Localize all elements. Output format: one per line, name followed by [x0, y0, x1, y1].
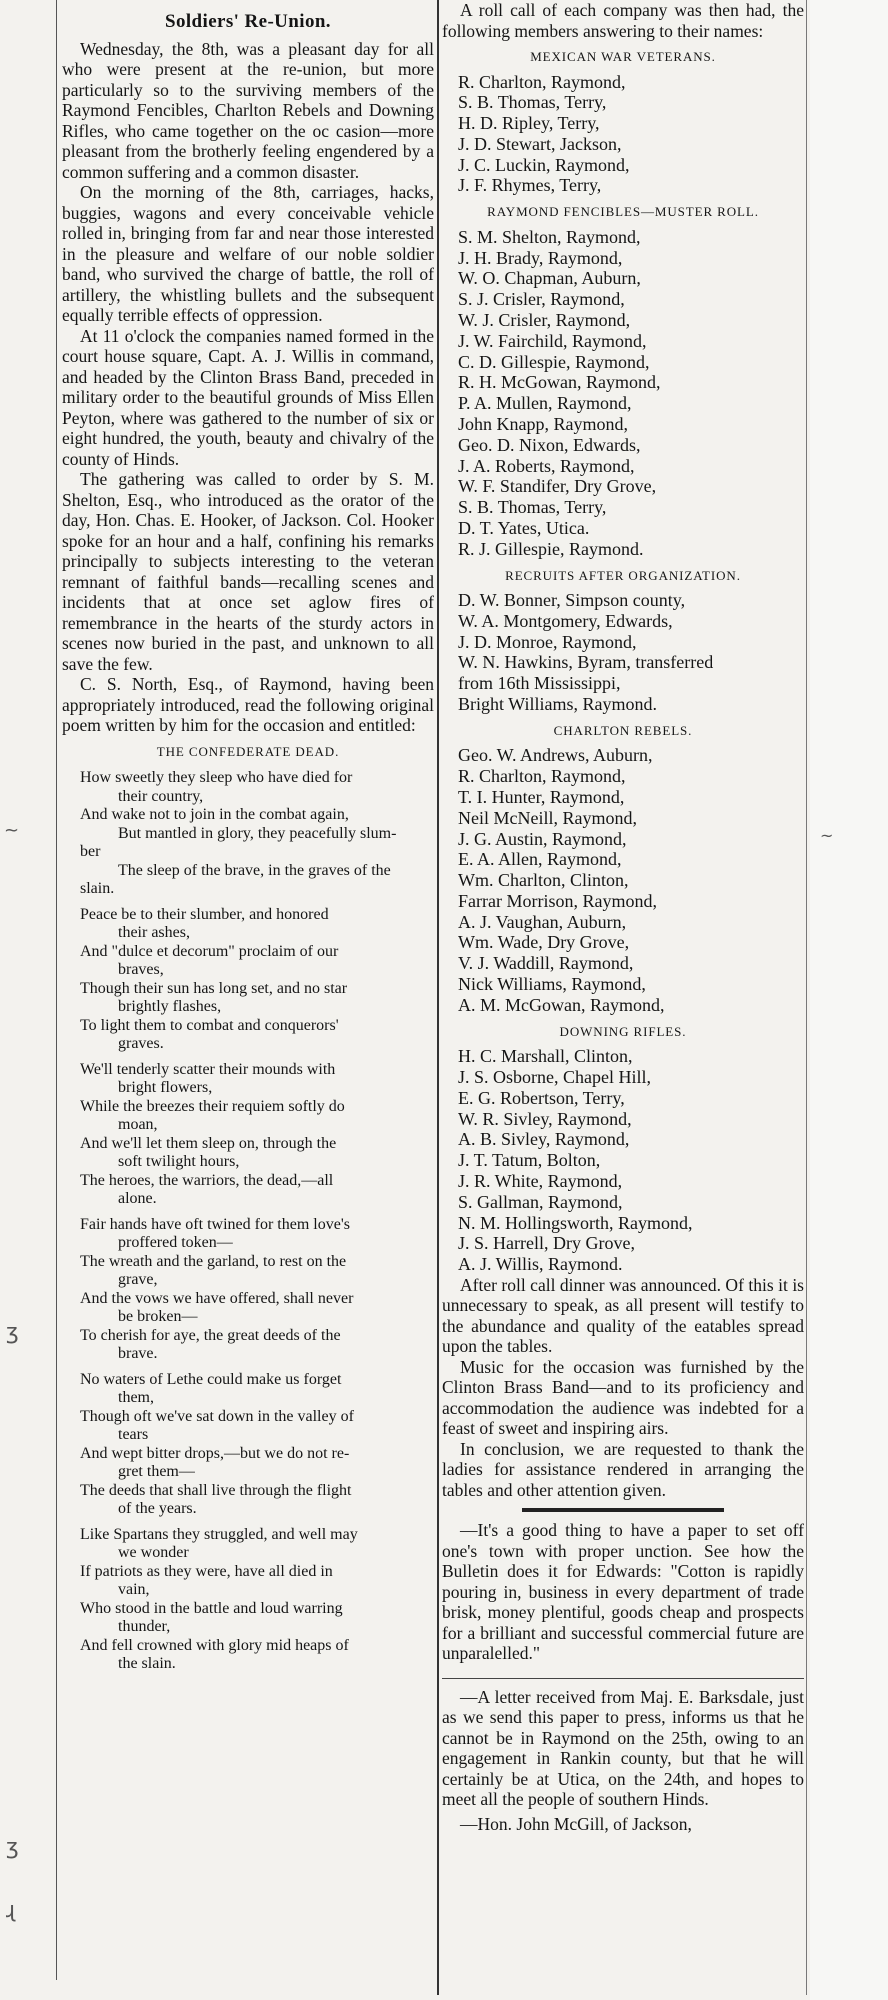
roster-entry: A. M. McGowan, Raymond,: [458, 994, 665, 1015]
poem-line: vain,: [118, 1581, 150, 1598]
poem-line: And "dulce et decorum" proclaim of our: [80, 942, 339, 960]
poem-line: How sweetly they sleep who have died for: [80, 769, 353, 786]
roster-names: [458, 590, 804, 715]
roster-heading: CHARLTON REBELS.: [553, 722, 693, 738]
roster-entry: A. J. Vaughan, Auburn,: [458, 911, 627, 932]
poem-line: grave,: [118, 1271, 158, 1288]
margin-mark: ʒ: [6, 1320, 19, 1345]
closing-paragraph: In conclusion, we are requested to thank the ladies for assistance rendered in arranging the tables and other attention given.: [442, 1438, 804, 1500]
poem-line: bright flowers,: [118, 1079, 213, 1096]
roster-entry: from 16th Mississippi,: [458, 673, 621, 694]
closing-paragraph: Music for the occasion was furnished by the Clinton Brass Band—and to its proficiency and accommodation the audience was indebted for a feast of sweet and inspiring airs.: [442, 1356, 804, 1439]
roster-entry: Neil McNeill, Raymond,: [458, 807, 637, 828]
poem-line: No waters of Lethe could make us forget: [80, 1370, 342, 1388]
poem-line: slain.: [80, 880, 115, 897]
roster-heading: DOWNING RIFLES.: [559, 1023, 687, 1039]
poem-line: And the vows we have offered, shall never: [80, 1289, 354, 1307]
item-divider: [442, 1678, 804, 1679]
news-item: —A letter received from Maj. E. Barksdale, just as we send this paper to press, informs us that he cannot be in Raymond on the 25th, owing to an engagement in Rankin county, but that he will certainly be at Utica, on the 24th, and hopes to meet all the people of southern Hinds.: [442, 1686, 804, 1810]
roster-entry: J. A. Roberts, Raymond,: [458, 455, 635, 476]
roster-entry: R. Charlton, Raymond,: [458, 766, 626, 787]
roster-entry: S. M. Shelton, Raymond,: [458, 226, 641, 247]
roster-entry: R. J. Gillespie, Raymond.: [458, 538, 644, 559]
roster-names: [458, 745, 804, 1015]
article-paragraph: On the morning of the 8th, carriages, hacks, buggies, wagons and every conceivable vehicle rolled in, bringing from far and near those interested in the pleasure and welfare of our noble soldier band, who survived the charge of battle, the roll of artillery, the whistling bullets and the subsequent equally terrible effects of oppression.: [62, 182, 434, 325]
roster-heading: RECRUITS AFTER ORGANIZATION.: [505, 567, 741, 583]
roster-entry: R. H. McGowan, Raymond,: [458, 372, 661, 393]
right-column: [442, 0, 804, 1834]
poem-line: The deeds that shall live through the flight: [80, 1481, 352, 1499]
roster-names: [458, 72, 804, 197]
roster-entry: R. Charlton, Raymond,: [458, 71, 626, 92]
roster-entry: J. C. Luckin, Raymond,: [458, 154, 630, 175]
poem-line: be broken—: [118, 1308, 198, 1325]
poem-line: If patriots as they were, have all died in: [80, 1562, 333, 1580]
roster-entry: S. Gallman, Raymond,: [458, 1191, 623, 1212]
poem-stanza: [62, 906, 434, 1054]
poem-line: brave.: [118, 1345, 158, 1362]
poem-stanza: [62, 1371, 434, 1519]
roster-list: [442, 47, 804, 1275]
poem-line: of the years.: [118, 1500, 197, 1517]
roster-entry: E. A. Allen, Raymond,: [458, 849, 622, 870]
roster-entry: A. B. Sivley, Raymond,: [458, 1129, 630, 1150]
poem-line: thunder,: [118, 1618, 171, 1635]
poem-line: Fair hands have oft twined for them love's: [80, 1215, 350, 1233]
roster-entry: Wm. Charlton, Clinton,: [458, 870, 629, 891]
section-divider: [522, 1508, 724, 1512]
poem-line: While the breezes their requiem softly do: [80, 1097, 345, 1115]
roster-heading: MEXICAN WAR VETERANS.: [530, 49, 716, 64]
roster-entry: E. G. Robertson, Terry,: [458, 1087, 625, 1108]
roll-call-intro: A roll call of each company was then had, the following members answering to their names:: [442, 0, 804, 41]
roster-entry: S. B. Thomas, Terry,: [458, 497, 607, 518]
roster-entry: W. J. Crisler, Raymond,: [458, 309, 631, 330]
roster-entry: Geo. D. Nixon, Edwards,: [458, 434, 641, 455]
poem-stanza: [62, 1061, 434, 1209]
roster-entry: Nick Williams, Raymond,: [458, 974, 646, 995]
poem-line: The wreath and the garland, to rest on the: [80, 1252, 347, 1270]
roster-entry: D. W. Bonner, Simpson county,: [458, 590, 686, 611]
roster-entry: H. C. Marshall, Clinton,: [458, 1046, 633, 1067]
poem-line: And fell crowned with glory mid heaps of: [80, 1636, 349, 1654]
roster-entry: W. F. Standifer, Dry Grove,: [458, 476, 657, 497]
left-column: [62, 8, 434, 1681]
poem-line: their country,: [118, 787, 204, 805]
poem-line: soft twilight hours,: [118, 1153, 240, 1170]
column-rule-right: [806, 0, 807, 1995]
page-margin: [810, 0, 888, 2000]
poem-stanza: [62, 1216, 434, 1364]
poem-line: To cherish for aye, the great deeds of the: [80, 1326, 341, 1344]
news-item: —It's a good thing to have a paper to set off one's town with proper unction. See how the Bulletin does it for Edwards: "Cotton is rapidly pouring in, business in every department of trade brisk, money plentiful, goods cheap and prospects for a brilliant and successful commercial future are unparalelled.": [442, 1520, 804, 1664]
poem-line: alone.: [118, 1190, 157, 1207]
poem-line: braves,: [118, 961, 164, 978]
poem-line: brightly flashes,: [118, 998, 222, 1015]
poem-line: But mantled in glory, they peacefully slum-: [118, 824, 397, 842]
roster-entry: J. H. Brady, Raymond,: [458, 247, 623, 268]
roster-entry: W. N. Hawkins, Byram, transferred: [458, 652, 714, 673]
roster-entry: A. J. Willis, Raymond.: [458, 1254, 623, 1275]
poem-line: gret them—: [118, 1463, 195, 1480]
roster-heading: RAYMOND FENCIBLES—MUSTER ROLL.: [487, 204, 759, 220]
roster-entry: W. O. Chapman, Auburn,: [458, 268, 641, 289]
margin-mark: ɻ: [6, 1898, 16, 1923]
roster-names: [458, 227, 804, 560]
poem-line: ber: [80, 843, 101, 860]
article-title: Soldiers' Re-Union.: [165, 11, 331, 32]
poem-line: Peace be to their slumber, and honored: [80, 905, 329, 923]
poem-line: proffered token—: [118, 1234, 233, 1251]
poem-line: tears: [118, 1426, 149, 1443]
roster-entry: N. M. Hollingsworth, Raymond,: [458, 1212, 693, 1233]
article-paragraph: The gathering was called to order by S. M. Shelton, Esq., who introduced as the orator of the day, Hon. Chas. E. Hooker, of Jackson. Col. Hooker spoke for an hour and a half, confining his remarks principally to subjects interesting to the veteran remnant of faithful bands—recalling scenes and incidents that at once set aglow fires of remembrance in the hearts of the sturdy actors in scenes now buried in the past, and unknown to all save the few.: [62, 469, 434, 674]
roster-entry: V. J. Waddill, Raymond,: [458, 953, 634, 974]
poem-line: The sleep of the brave, in the graves of the: [118, 861, 391, 879]
article-paragraph: C. S. North, Esq., of Raymond, having been appropriately introduced, read the following original poem written by him for the occasion and entitled:: [62, 674, 434, 735]
roster-entry: J. S. Harrell, Dry Grove,: [458, 1233, 635, 1254]
poem-line: And wept bitter drops,—but we do not re-: [80, 1444, 350, 1462]
poem-stanza: [62, 1526, 434, 1674]
roster-entry: J. S. Osborne, Chapel Hill,: [458, 1066, 651, 1087]
roster-entry: J. R. White, Raymond,: [458, 1170, 623, 1191]
poem-line: we wonder: [118, 1544, 189, 1561]
poem-title: THE CONFEDERATE DEAD.: [156, 743, 340, 759]
poem-line: graves.: [118, 1035, 164, 1052]
poem-line: Though oft we've sat down in the valley of: [80, 1407, 354, 1425]
roster-entry: J. F. Rhymes, Terry,: [458, 175, 602, 196]
margin-mark: ~: [4, 820, 20, 841]
roster-entry: S. B. Thomas, Terry,: [458, 92, 607, 113]
margin-mark: ~: [820, 826, 834, 845]
poem-stanza: [62, 769, 434, 899]
poem-line: Who stood in the battle and loud warring: [80, 1599, 343, 1617]
poem-line: And wake not to join in the combat again,: [80, 806, 349, 823]
roster-entry: J. W. Fairchild, Raymond,: [458, 330, 647, 351]
closing-paragraph: After roll call dinner was announced. Of this it is unnecessary to speak, as all present will testify to the abundance and quality of the eatables spread upon the tables.: [442, 1274, 804, 1357]
roster-entry: J. D. Monroe, Raymond,: [458, 631, 637, 652]
poem: [62, 769, 434, 1674]
roster-entry: H. D. Ripley, Terry,: [458, 113, 600, 134]
roster-entry: P. A. Mullen, Raymond,: [458, 393, 632, 414]
roster-entry: Farrar Morrison, Raymond,: [458, 890, 657, 911]
cutoff-item: —Hon. John McGill, of Jackson,: [460, 1813, 692, 1834]
roster-names: [458, 1046, 804, 1275]
roster-entry: Wm. Wade, Dry Grove,: [458, 932, 630, 953]
poem-line: The heroes, the warriors, the dead,—all: [80, 1171, 334, 1189]
poem-line: them,: [118, 1389, 154, 1406]
column-rule-middle: [437, 0, 439, 1995]
poem-line: Like Spartans they struggled, and well may: [80, 1525, 358, 1543]
roster-entry: John Knapp, Raymond,: [458, 413, 628, 434]
article-paragraph: Wednesday, the 8th, was a pleasant day for all who were present at the re-union, but more particularly so to the surviving members of the Raymond Fencibles, Charlton Rebels and Downing Rifles, who came together on the oc casion—more pleasant from the brotherly feeling engendered by a common suffering and a common disaster.: [62, 38, 434, 182]
poem-line: Though their sun has long set, and no star: [80, 979, 348, 997]
roster-entry: C. D. Gillespie, Raymond,: [458, 351, 650, 372]
poem-line: We'll tenderly scatter their mounds with: [80, 1060, 336, 1078]
poem-line: the slain.: [118, 1655, 176, 1672]
roster-entry: J. D. Stewart, Jackson,: [458, 133, 622, 154]
article-paragraph: At 11 o'clock the companies named formed in the court house square, Capt. A. J. Willis in command, and headed by the Clinton Brass Band, preceded in military order to the beautiful grounds of Miss Ellen Peyton, where was gathered to the number of six or eight hundred, the youth, beauty and chivalry of the county of Hinds.: [62, 325, 434, 469]
poem-line: moan,: [118, 1116, 158, 1133]
roster-entry: J. T. Tatum, Bolton,: [458, 1150, 601, 1171]
roster-entry: Geo. W. Andrews, Auburn,: [458, 745, 653, 766]
margin-mark: ʒ: [6, 1835, 19, 1860]
poem-line: To light them to combat and conquerors': [80, 1016, 339, 1034]
roster-entry: W. R. Sivley, Raymond,: [458, 1108, 632, 1129]
roster-entry: D. T. Yates, Utica.: [458, 517, 590, 538]
column-rule-left: [56, 0, 57, 1980]
roster-entry: S. J. Crisler, Raymond,: [458, 289, 625, 310]
poem-line: And we'll let them sleep on, through the: [80, 1134, 337, 1152]
roster-entry: T. I. Hunter, Raymond,: [458, 786, 625, 807]
roster-entry: Bright Williams, Raymond.: [458, 694, 657, 715]
roster-entry: J. G. Austin, Raymond,: [458, 828, 627, 849]
poem-line: their ashes,: [118, 924, 190, 941]
roster-entry: W. A. Montgomery, Edwards,: [458, 610, 673, 631]
